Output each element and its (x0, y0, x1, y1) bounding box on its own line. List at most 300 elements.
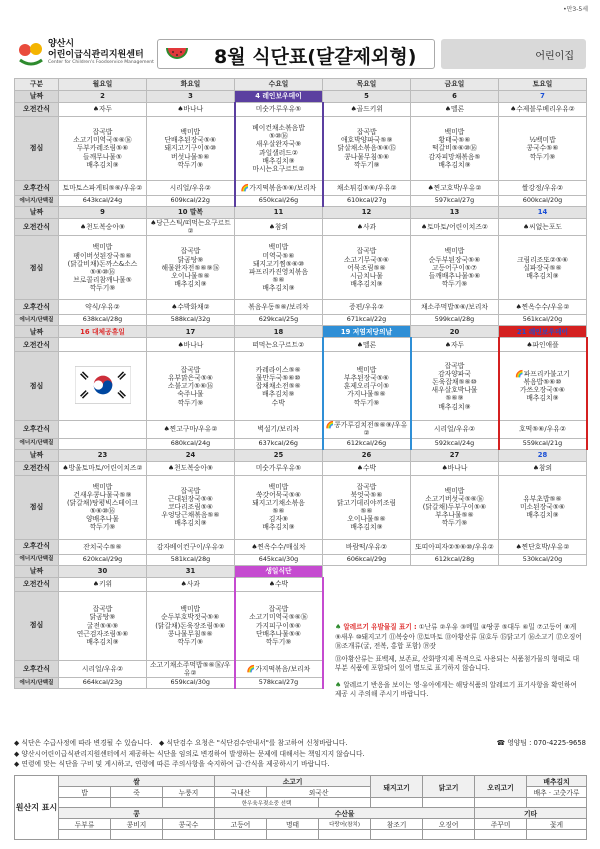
snack-cell: 🌈콩가루김치전⑤⑥⑨/우유② (323, 421, 411, 438)
snack-cell: 약식/우유② (59, 300, 147, 315)
menu-item: 소고기버섯국⑤⑥⑯ (425, 494, 484, 503)
note-2: ◆ 식단검수 요청은 "식단검수안내서"를 참고하여 신청바랍니다. (159, 739, 348, 747)
kcal-cell: 612kcal/26g (323, 438, 411, 449)
page-title: 8월 식단표(달걀제외형) (214, 46, 417, 68)
row-label: 오전간식 (15, 219, 59, 236)
origin-group-etc: 기타 (475, 808, 587, 819)
origin-col: 외국산 (267, 787, 371, 798)
snack-cell: 또띠아피자②⑤⑥⑩/우유② (411, 539, 499, 554)
snack-cell (59, 421, 147, 438)
menu-item: 마시는요구르트② (252, 164, 305, 173)
org-line1: 양산시 (48, 39, 75, 49)
lunch-menu-cell (235, 352, 323, 421)
kcal-cell: 664kcal/23g (59, 677, 147, 688)
menu-item: 잡곡밥 (180, 247, 201, 256)
kcal-cell: 610kcal/27g (323, 196, 411, 207)
date-cell: 14 (499, 207, 587, 219)
week-3-date-row (15, 326, 587, 338)
date-cell: 26 (323, 449, 411, 461)
snack-cell: 소고기채소주먹밥⑤⑥⑯/우유② (147, 660, 235, 677)
kcal-cell: 680kcal/24g (147, 438, 235, 449)
origin-value-cell (475, 798, 527, 808)
date-cell: 31 (147, 565, 235, 577)
lunch-menu-cell (147, 475, 235, 539)
empty-cell (499, 577, 587, 591)
snack-cell: 호떡⑤⑥/우유② (499, 421, 587, 438)
snack-cell: 🌈가지떡볶음/보리차 (235, 660, 323, 677)
menu-item: 깍두기⑨ (89, 523, 116, 532)
menu-item: 백미밥 (444, 486, 465, 495)
menu-item: 깍두기⑨ (441, 280, 468, 289)
origin-col: 주꾸미 (475, 819, 527, 830)
menu-item: 깍두기⑨ (353, 398, 380, 407)
menu-item: 잡곡밥 (356, 128, 377, 137)
header-cell: 화요일 (147, 79, 235, 91)
origin-value-cell (111, 798, 163, 808)
menu-item: 코다리조림⑤⑥ (167, 503, 213, 512)
date-cell: 25 (235, 449, 323, 461)
snack-cell: 채소튀김⑤⑥/우유② (323, 181, 411, 196)
snack-cell: ♠찐고호박/우유② (411, 181, 499, 196)
snack-cell: ♠자두 (411, 338, 499, 352)
lunch-menu-cell (147, 591, 235, 660)
date-cell: 13 (411, 207, 499, 219)
origin-value-cell (267, 830, 319, 840)
menu-item: 잡곡밥 (92, 605, 113, 614)
origin-value-cell (111, 830, 163, 840)
snack-cell: ♠찐옥수수/우유② (499, 300, 587, 315)
origin-value-cell (527, 798, 587, 808)
kcal-cell: 659kcal/30g (147, 677, 235, 688)
snack-cell: ♠씨없는포도 (499, 219, 587, 236)
snack-cell: ♠토마토/어린이치즈② (411, 219, 499, 236)
menu-item: 백미밥 (444, 247, 465, 256)
kcal-cell: 597kcal/27g (411, 196, 499, 207)
row-label: 에너지/단백질 (15, 554, 59, 565)
row-label: 오전간식 (15, 103, 59, 117)
week-3-lunch-row (15, 352, 587, 421)
menu-item: 우엉당근채볶음⑤⑥ (161, 511, 220, 520)
date-cell: 3 (147, 91, 235, 103)
lunch-menu-cell (323, 236, 411, 300)
menu-item: (닭갈채)돈육장조림⑤⑥ (155, 621, 226, 630)
snack-cell: 증편/우유② (323, 300, 411, 315)
origin-value-cell (163, 798, 215, 808)
menu-item: ⑤⑥⑩⑯ (89, 507, 116, 516)
week-2-date-row (15, 207, 587, 219)
menu-item: 배추김치⑨ (350, 280, 383, 289)
kcal-cell: 588kcal/32g (147, 315, 235, 326)
origin-group-sea: 수산물 (215, 808, 475, 819)
menu-item: 고등어구이⑤⑦ (431, 263, 477, 272)
snack-cell: 시리얼/우유② (411, 421, 499, 438)
menu-item: 배추김치⑨ (86, 160, 119, 169)
menu-item: 오이나물⑤⑥ (347, 515, 386, 524)
origin-col: 두부류 (59, 819, 111, 830)
week-4-pm-row (15, 539, 587, 554)
origin-value-cell (371, 798, 423, 808)
menu-item: 연근검자조림⑤⑥ (76, 629, 129, 638)
origin-table (14, 775, 587, 840)
menu-item: 닭곰탕⑨ (89, 613, 116, 622)
allergy-note2: 알레르기 반응을 보이는 영·유아에게는 해당식품의 알레르기 표기사항을 확인하여 제공 시 주의해 주시기 바랍니다. (335, 680, 577, 699)
date-cell: 4 레인보우데이 (235, 91, 323, 103)
snack-cell: ♠찐단호박/우유② (499, 539, 587, 554)
menu-item: 수박 (271, 398, 285, 407)
menu-item: 크림리조또②⑤⑥ (516, 255, 569, 264)
date-cell: 19 저염저당의날 (323, 326, 411, 338)
week-3-am-row (15, 338, 587, 352)
snack-cell: 시리얼/우유② (59, 660, 147, 677)
origin-value-cell (215, 830, 267, 840)
menu-item: ⑤⑥ (272, 275, 285, 284)
tree-icon: ♠ (335, 680, 342, 689)
kcal-cell: 612kcal/28g (411, 554, 499, 565)
weekday-header-row (15, 79, 587, 91)
menu-item: 감자피망채볶음⑤ (428, 152, 481, 161)
note-1: ◆ 식단은 수급사정에 따라 변경될 수 있습니다. (14, 739, 153, 747)
kcal-cell: 629kcal/25g (235, 315, 323, 326)
snack-cell: ♠사과 (147, 577, 235, 591)
origin-col: 명태 (267, 819, 319, 830)
spoon-logo-icon (16, 40, 46, 68)
row-label: 에너지/단백질 (15, 315, 59, 326)
snack-cell: ♠참외 (235, 219, 323, 236)
date-cell: 16 대체공휴일 (59, 326, 147, 338)
lunch-menu-cell (59, 591, 147, 660)
menu-item: 황태국⑤⑥ (438, 136, 471, 145)
date-cell: 10 말복 (147, 207, 235, 219)
menu-item: (닭갈채)두부구이⑤⑥ (422, 503, 487, 512)
menu-item: 콩나물무침⑤⑥ (167, 629, 213, 638)
menu-item: 새우살호박나물 (431, 386, 478, 395)
row-label: 점심 (15, 236, 59, 300)
menu-item: 근대된장국⑤⑥ (167, 494, 213, 503)
menu-item: 배추김치⑨ (174, 519, 207, 528)
header-cell: 목요일 (323, 79, 411, 91)
menu-item: 어묵조림⑤⑥ (347, 263, 386, 272)
origin-group-kimchi: 배추김치 (527, 776, 587, 787)
menu-item: 백미밥 (444, 128, 465, 137)
lunch-menu-cell (323, 475, 411, 539)
korean-flag-icon (75, 366, 131, 404)
origin-col: 꽃게 (527, 819, 587, 830)
snack-cell: ♠사과 (323, 219, 411, 236)
week-5-am-row (15, 577, 587, 591)
menu-item: 깍두기⑨ (529, 152, 556, 161)
snack-cell: ♠멜론 (411, 103, 499, 117)
allergy-note1: ⑬아황산류는 표백제, 보존료, 산화방지제 목적으로 사용되는 식품첨가물의 형태로 대부분 식품에 포함되어 있어 별도로 표기하지 않습니다. (335, 654, 580, 673)
menu-item: 건새우콩나물국⑤⑨ (73, 490, 132, 499)
menu-item: ⑤⑩⑯ (269, 132, 288, 141)
date-cell: 11 (235, 207, 323, 219)
menu-item: 백미밥 (268, 482, 289, 491)
menu-item: 부추나물⑤⑥ (435, 511, 474, 520)
menu-item: 훈제오리구이⑤ (343, 382, 390, 391)
snack-cell: ♠키위 (59, 577, 147, 591)
menu-item: 베이컨채소볶음밥 (252, 124, 305, 133)
kcal-cell: 559kcal/21g (499, 438, 587, 449)
snack-cell: ♠수박화채② (147, 300, 235, 315)
date-cell: 28 (499, 449, 587, 461)
origin-value-cell (371, 830, 423, 840)
origin-value-cell (319, 830, 371, 840)
menu-item: 돼지고기채소볶음 (252, 498, 305, 507)
page-header (14, 34, 586, 74)
menu-item: 잡곡밥 (268, 605, 289, 614)
menu-item: ⑤⑥⑩⑯ (89, 267, 116, 276)
row-label: 오후간식 (15, 660, 59, 677)
empty-cell (323, 577, 411, 591)
menu-item: 새우살완자국⑨ (255, 140, 302, 149)
menu-item: 닭고기데리야끼조림 (336, 498, 397, 507)
snack-cell: ♠천도복숭아⑨ (147, 461, 235, 475)
origin-group-duck: 오리고기 (475, 776, 527, 798)
row-label: 에너지/단백질 (15, 196, 59, 207)
menu-item: 들깨무나물⑤ (83, 152, 122, 161)
menu-item: 소고기미역국⑤⑥⑯ (249, 613, 308, 622)
menu-item: 순두부호박젓국⑤⑥ (161, 613, 220, 622)
menu-item: 깍두기⑨ (177, 160, 204, 169)
snack-cell: 볶음우동⑤⑥/보리차 (235, 300, 323, 315)
menu-item: 깍두기⑨ (177, 637, 204, 646)
snack-cell: ♠바나나 (147, 338, 235, 352)
week-3-kcal-row (15, 438, 587, 449)
lunch-menu-cell (59, 475, 147, 539)
origin-group-pork: 돼지고기 (371, 776, 423, 798)
notes (14, 738, 586, 770)
origin-group-chicken: 닭고기 (423, 776, 475, 798)
kcal-cell (59, 438, 147, 449)
kcal-cell: 620kcal/29g (59, 554, 147, 565)
snack-cell: ♠찐고구마/우유② (147, 421, 235, 438)
snack-cell: 감자베이컨구이/우유② (147, 539, 235, 554)
menu-item: 볶음밥⑤⑥⑩ (523, 378, 562, 387)
snack-cell: ♠수제블루베리우유② (499, 103, 587, 117)
snack-cell: 시리얼/우유② (147, 181, 235, 196)
origin-value-cell (423, 830, 475, 840)
row-label: 오전간식 (15, 461, 59, 475)
date-cell: 9 (59, 207, 147, 219)
menu-item: 팽이버섯된장국⑤⑥ (73, 251, 132, 260)
date-cell: 5 (323, 91, 411, 103)
origin-beef-note: 한우육우젖소중 선택 (215, 798, 319, 808)
menu-item: 부추된장국⑤⑥ (343, 374, 389, 383)
org-line3: Center for Children's Foodservice Management (48, 60, 154, 65)
date-cell: 12 (323, 207, 411, 219)
origin-value-cell (319, 798, 371, 808)
menu-item: 잡곡밥 (444, 361, 465, 370)
menu-item: (닭갈채)탕평빅스테이크 (67, 498, 138, 507)
menu-item: 콩나물무침⑤⑥ (344, 152, 390, 161)
menu-item: 콩국수⑤⑥ (526, 144, 559, 153)
title-bar (157, 39, 435, 69)
menu-item: 파프리카진영치볶음 (248, 267, 309, 276)
row-label: 날짜 (15, 91, 59, 103)
menu-item: 미역국⑤⑥ (262, 251, 295, 260)
row-label: 오후간식 (15, 300, 59, 315)
row-label: 날짜 (15, 565, 59, 577)
row-label: 날짜 (15, 449, 59, 461)
menu-item: 돈육잡채⑤⑥⑩ (432, 378, 477, 387)
snack-cell: ♠방울토마토/어린이치즈② (59, 461, 147, 475)
menu-item: 깍두기⑨ (177, 398, 204, 407)
row-label: 오후간식 (15, 181, 59, 196)
menu-item: 배추김치⑨ (526, 271, 559, 280)
origin-col: 배추 · 고춧가루 (527, 787, 587, 798)
menu-item: 백미밥 (180, 128, 201, 137)
menu-item: 돼지고기구이⑤⑩ (164, 144, 217, 153)
menu-item: 백미밥 (92, 243, 113, 252)
row-label: 에너지/단백질 (15, 677, 59, 688)
row-label: 점심 (15, 475, 59, 539)
snack-cell: ♠찐옥수수/매실차 (235, 539, 323, 554)
menu-item: 백미밥 (180, 605, 201, 614)
menu-item: 감자양파국 (438, 370, 471, 378)
kcal-cell: 530kcal/20g (499, 554, 587, 565)
menu-item: 순두부된장국⑤⑥ (428, 255, 481, 264)
menu-item: 배추김치⑨ (174, 280, 207, 289)
header-cell: 구분 (15, 79, 59, 91)
snack-cell: 토마토스파게티⑤⑥/우유② (59, 181, 147, 196)
menu-item: 깍두기⑨ (353, 160, 380, 169)
week-1-date-row (15, 91, 587, 103)
menu-item: 배추김치⑨ (262, 156, 295, 165)
week-4-kcal-row (15, 554, 587, 565)
menu-item: 브로콜리참깨나물⑤ (73, 275, 132, 284)
origin-col: 참조기 (371, 819, 423, 830)
lunch-menu-cell (499, 117, 587, 181)
menu-item: (닭갈비채)돈까스&소스 (67, 259, 138, 268)
origin-group-rice: 쌀 (59, 776, 215, 787)
allergy-items: ①난류 ②우유 ③메밀 ④땅콩 ⑤대두 ⑥밀 ⑦고등어 ⑧게 ⑨새우 ⑩돼지고기 ⑪복숭아 ⑫토마토 ⑬아황산류 ⑭호두 ⑮닭고기 ⑯소고기 ⑰오징어 ⑱조개류(굴, 전복, 홍합 포함) ⑲잣 (335, 623, 582, 651)
menu-item: 배추김치⑨ (438, 160, 471, 169)
kcal-cell: 578kcal/27g (235, 677, 323, 688)
menu-item: 소고기무국⑤⑥ (343, 255, 389, 264)
snack-cell: 떠먹는요구르트② (235, 338, 323, 352)
menu-item: 깍두기⑨ (441, 519, 468, 528)
lunch-menu-cell (147, 352, 235, 421)
kcal-cell: 650kcal/26g (235, 196, 323, 207)
menu-item: ½백미밥 (529, 136, 556, 145)
row-label: 에너지/단백질 (15, 438, 59, 449)
menu-item: 잡곡밥 (356, 247, 377, 256)
menu-item: 배추김치⑨ (350, 523, 383, 532)
subtitle: 어린이집 (535, 51, 574, 62)
menu-item: 배추김치⑨ (526, 511, 559, 520)
origin-value-cell (59, 830, 111, 840)
menu-item: 유부맑은국⑤⑥ (167, 374, 213, 383)
menu-item: ⑤⑥ (272, 507, 285, 516)
snack-cell: 바람떡/우유② (323, 539, 411, 554)
menu-item: 잡곡밥 (180, 486, 201, 495)
menu-item: 깍두기⑨ (89, 284, 116, 293)
kcal-cell: 600kcal/20g (499, 196, 587, 207)
date-cell: 18 (235, 326, 323, 338)
row-label: 점심 (15, 117, 59, 181)
week-1-kcal-row (15, 196, 587, 207)
lunch-menu-cell (499, 352, 587, 421)
header-cell: 금요일 (411, 79, 499, 91)
menu-item: 백미밥 (92, 482, 113, 491)
origin-side-label: 원산지 표시 (15, 776, 59, 840)
menu-item: 배추김치⑨ (86, 637, 119, 646)
menu-item: 닭살채소볶음⑤⑥⑮ (337, 144, 396, 153)
lunch-menu-cell (411, 475, 499, 539)
snack-cell: ♠자두 (59, 103, 147, 117)
snack-cell: ♠바나나 (147, 103, 235, 117)
lunch-menu-cell (323, 117, 411, 181)
origin-col: 오징어 (423, 819, 475, 830)
snack-cell: 채소주먹밥⑤⑥/보리차 (411, 300, 499, 315)
snack-cell: ♠수박 (323, 461, 411, 475)
menu-item: 잡곡밥 (356, 482, 377, 491)
date-cell: 27 (411, 449, 499, 461)
row-label: 오전간식 (15, 577, 59, 591)
kcal-cell: 638kcal/28g (59, 315, 147, 326)
menu-item: 가지피구이⑤⑥ (255, 621, 301, 630)
menu-item: 두부카레조림⑤⑥ (76, 144, 129, 153)
kcal-cell: 561kcal/20g (499, 315, 587, 326)
date-cell: 생일식단 (235, 565, 323, 577)
kcal-cell: 645kcal/30g (235, 554, 323, 565)
menu-item: 과일샐러드② (259, 148, 298, 157)
origin-col: 밥 (59, 787, 111, 798)
menu-item: 배추김치⑨ (438, 402, 471, 411)
menu-item: 오이나물⑤⑥ (171, 271, 210, 280)
watermelon-icon (164, 44, 190, 64)
row-label: 점심 (15, 591, 59, 660)
age-tag: •만3-5세 (563, 6, 588, 13)
date-cell: 30 (59, 565, 147, 577)
snack-cell: ♠참외 (499, 461, 587, 475)
note-4: ◆ 연령에 맞는 식단을 구비 및 게시하고, 연령에 따른 주의사항을 숙지하여 급·간식을 제공하시기 바랍니다. (14, 760, 330, 769)
origin-col: 다랑어(참치) (319, 819, 371, 830)
menu-item: 숙주나물 (177, 390, 204, 399)
allergy-title: 알레르기 유발물질 표기 : (343, 623, 417, 631)
korean-flag-cell (59, 352, 147, 421)
origin-group-beef: 소고기 (215, 776, 371, 787)
snack-cell: 벽설기/보리차 (235, 421, 323, 438)
kcal-cell: 606kcal/29g (323, 554, 411, 565)
menu-item: ⑤⑥ (360, 507, 373, 516)
menu-item: 잡곡밥 (180, 365, 201, 374)
origin-col-kimchi: 배추 (533, 789, 547, 797)
menu-item: 단배추나물⑤⑥ (255, 629, 301, 638)
menu-item: 잡곡밥 (92, 128, 113, 137)
menu-item: 북엇국⑤⑥ (350, 490, 383, 499)
menu-item: 실파장국⑤⑥ (523, 263, 562, 272)
empty-cell (411, 577, 499, 591)
lunch-menu-cell (59, 236, 147, 300)
menu-item: 애호박양파국⑤⑨ (340, 136, 393, 145)
date-cell: 6 (411, 91, 499, 103)
row-label: 날짜 (15, 207, 59, 219)
menu-item: 배추김치⑨ (262, 390, 295, 399)
lunch-menu-cell (147, 117, 235, 181)
header-cell: 수요일 (235, 79, 323, 91)
menu-item: 떡갈비⑤⑥⑩⑯ (432, 144, 477, 153)
lunch-menu-cell (411, 352, 499, 421)
date-cell: 24 (147, 449, 235, 461)
row-label: 오후간식 (15, 539, 59, 554)
kcal-cell: 609kcal/22g (147, 196, 235, 207)
kcal-cell: 581kcal/28g (147, 554, 235, 565)
empty-cell (411, 565, 499, 577)
kcal-cell: 643kcal/24g (59, 196, 147, 207)
menu-item: 깍두기⑨ (265, 637, 292, 646)
lunch-menu-cell (323, 352, 411, 421)
